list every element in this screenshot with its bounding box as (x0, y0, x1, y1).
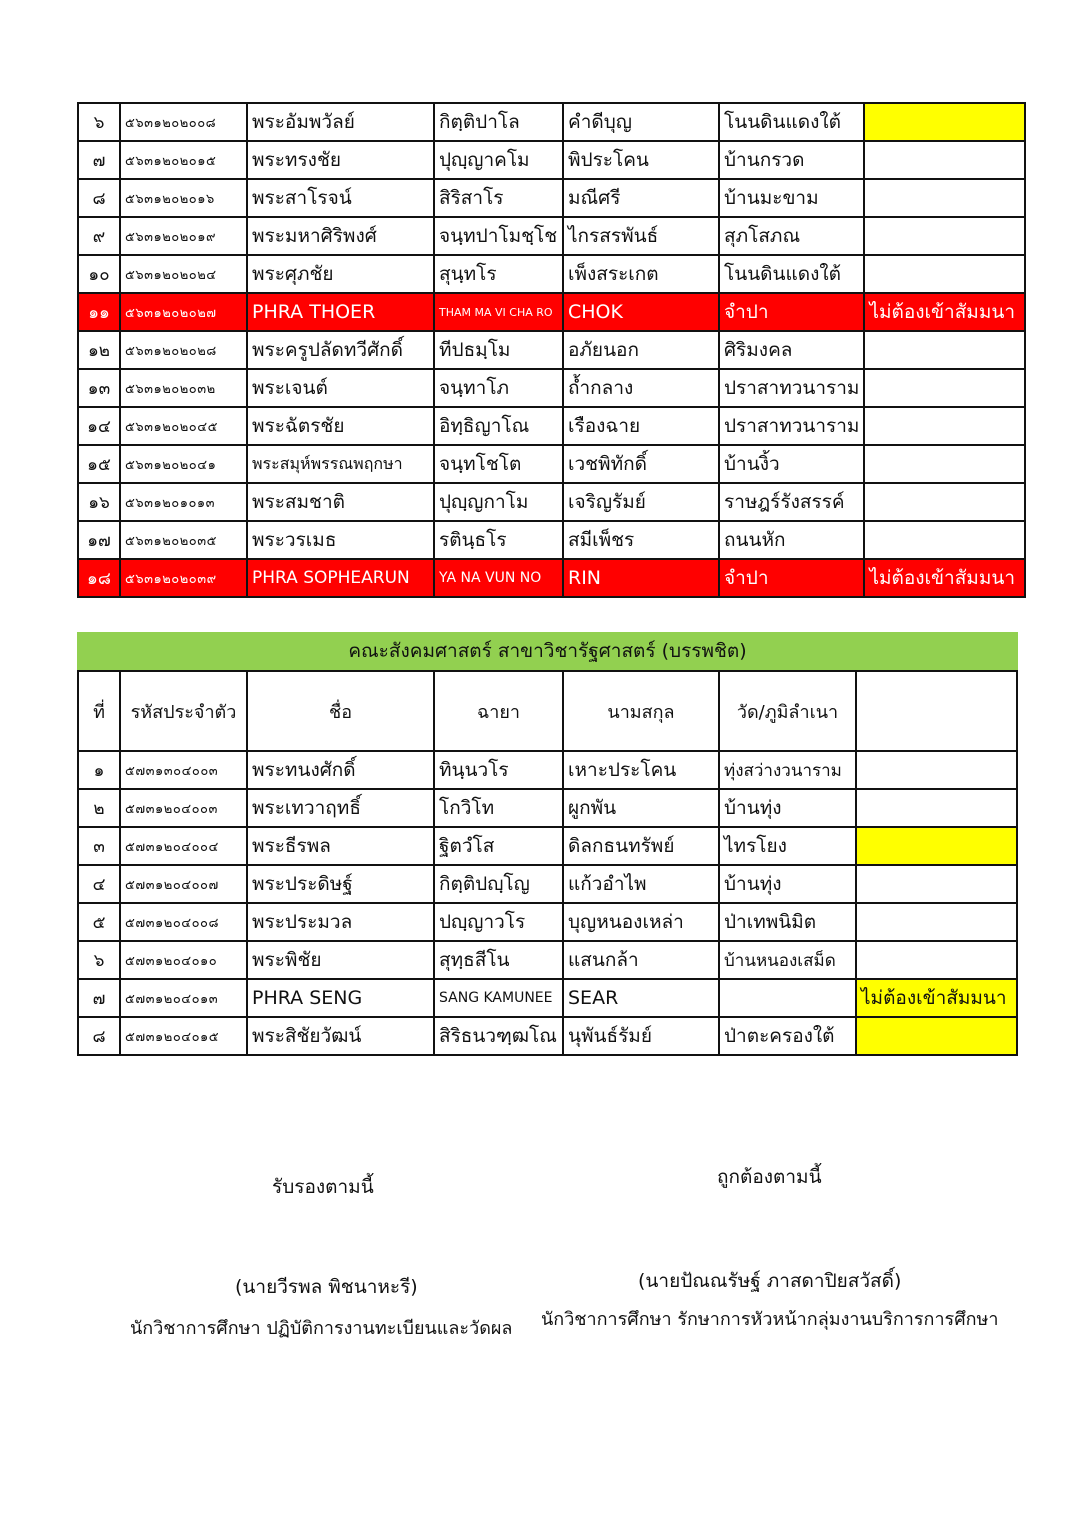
monastic-name: YA NA VUN NO (434, 559, 563, 597)
surname: เวชพิทักดิ์ (563, 445, 719, 483)
row-number: ๒ (78, 789, 120, 827)
name: พระพิชัย (247, 941, 434, 979)
student-id: ๕๗๓๑๒๐๔๐๐๘ (120, 903, 247, 941)
student-id: ๕๖๓๑๒๐๒๐๔๕ (120, 407, 247, 445)
student-id: ๕๗๓๑๒๐๔๐๑๓ (120, 979, 247, 1017)
student-id: ๕๖๓๑๒๐๒๐๑๕ (120, 141, 247, 179)
temple: ไทรโยง (719, 827, 856, 865)
surname: อภัยนอก (563, 331, 719, 369)
header-id: รหัสประจำตัว (120, 671, 247, 751)
temple: บ้านทุ่ง (719, 789, 856, 827)
monastic-name: สิริธนวฑฺฒโณ (434, 1017, 563, 1055)
name: พระสมชาติ (247, 483, 434, 521)
student-id: ๕๗๓๑๒๐๔๐๑๐ (120, 941, 247, 979)
student-id: ๕๖๓๑๒๐๒๐๑๖ (120, 179, 247, 217)
row-number: ๘ (78, 1017, 120, 1055)
note (856, 903, 1017, 941)
note (864, 521, 1025, 559)
note: ไม่ต้องเข้าสัมมนา (864, 559, 1025, 597)
left-signer-position: นักวิชาการศึกษา ปฏิบัติการงานทะเบียนและวัดผล (130, 1318, 513, 1339)
note (864, 483, 1025, 521)
name: พระสาโรจน์ (247, 179, 434, 217)
note (856, 827, 1017, 865)
table-row (78, 217, 1025, 255)
table-row (78, 369, 1025, 407)
surname: เหาะประโคน (563, 751, 719, 789)
monastic-name: สุนฺทโร (434, 255, 563, 293)
name: พระเจนต์ (247, 369, 434, 407)
monastic-name: ฐิตวํโส (434, 827, 563, 865)
monastic-name: ปุญฺญาคโม (434, 141, 563, 179)
monastic-name: สิริสาโร (434, 179, 563, 217)
temple: บ้านหนองเสม็ด (719, 941, 856, 979)
note (864, 217, 1025, 255)
table-row (78, 789, 1017, 827)
table-row (78, 179, 1025, 217)
temple: จำปา (719, 559, 864, 597)
table-row (78, 903, 1017, 941)
header-name: ชื่อ (247, 671, 434, 751)
table-row (78, 255, 1025, 293)
surname: เรืองฉาย (563, 407, 719, 445)
monastic-name: โกวิโท (434, 789, 563, 827)
note: ไม่ต้องเข้าสัมมนา (864, 293, 1025, 331)
temple: ทุ่งสว่างวนาราม (719, 751, 856, 789)
name: พระเทวาฤทธิ์ (247, 789, 434, 827)
student-id: ๕๗๓๑๒๐๔๐๐๓ (120, 789, 247, 827)
monastic-name: อิทฺธิญาโณ (434, 407, 563, 445)
note (856, 751, 1017, 789)
name: PHRA SOPHEARUN (247, 559, 434, 597)
monastic-name: กิตฺติปาโล (434, 103, 563, 141)
row-number: ๙ (78, 217, 120, 255)
temple: ปราสาทวนาราม (719, 407, 864, 445)
note (864, 369, 1025, 407)
table-row (78, 331, 1025, 369)
student-id: ๕๖๓๑๒๐๑๐๑๓ (120, 483, 247, 521)
temple: จำปา (719, 293, 864, 331)
surname: บุญหนองเหล่า (563, 903, 719, 941)
row-number: ๑ (78, 751, 120, 789)
table-row (78, 407, 1025, 445)
row-number: ๗ (78, 979, 120, 1017)
name: PHRA SENG (247, 979, 434, 1017)
temple: ป่าเทพนิมิต (719, 903, 856, 941)
surname: RIN (563, 559, 719, 597)
students-table-1 (77, 102, 1026, 598)
surname: พิประโคน (563, 141, 719, 179)
surname: นุพันธ์รัมย์ (563, 1017, 719, 1055)
student-id: ๕๖๓๑๒๐๒๐๐๘ (120, 103, 247, 141)
monastic-name: จนฺทาโภ (434, 369, 563, 407)
temple: บ้านงิ้ว (719, 445, 864, 483)
name: พระวรเมธ (247, 521, 434, 559)
right-signer-position: นักวิชาการศึกษา รักษาการหัวหน้ากลุ่มงานบริการการศึกษา (541, 1309, 999, 1330)
name: PHRA THOER (247, 293, 434, 331)
right-signature-caption: ถูกต้องตามนี้ (717, 1166, 822, 1188)
section-band: คณะสังคมศาสตร์ สาขาวิชารัฐศาสตร์ (บรรพชิต) (77, 632, 1018, 670)
table-row (78, 865, 1017, 903)
table-row (78, 827, 1017, 865)
temple: ถนนหัก (719, 521, 864, 559)
name: พระทนงศักดิ์ (247, 751, 434, 789)
left-signer-name: (นายวีรพล พิชนาหะรี) (235, 1276, 418, 1298)
student-id: ๕๖๓๑๒๐๒๐๒๗ (120, 293, 247, 331)
row-number: ๕ (78, 903, 120, 941)
row-number: ๓ (78, 827, 120, 865)
left-signature-caption: รับรองตามนี้ (272, 1176, 374, 1198)
surname: แสนกล้า (563, 941, 719, 979)
monastic-name: สุทฺธสีโน (434, 941, 563, 979)
header-monastic-name: ฉายา (434, 671, 563, 751)
table-row (78, 979, 1017, 1017)
header-temple: วัด/ภูมิลำเนา (719, 671, 856, 751)
temple: บ้านทุ่ง (719, 865, 856, 903)
note (864, 407, 1025, 445)
temple: สุภโสภณ (719, 217, 864, 255)
student-id: ๕๗๓๑๓๐๔๐๐๓ (120, 751, 247, 789)
row-number: ๘ (78, 179, 120, 217)
name: พระธีรพล (247, 827, 434, 865)
name: พระทรงชัย (247, 141, 434, 179)
row-number: ๑๑ (78, 293, 120, 331)
row-number: ๗ (78, 141, 120, 179)
note (856, 865, 1017, 903)
name: พระฉัตรชัย (247, 407, 434, 445)
student-id: ๕๖๓๑๒๐๒๐๒๘ (120, 331, 247, 369)
monastic-name: ทีปธมฺโม (434, 331, 563, 369)
monastic-name: SANG KAMUNEE (434, 979, 563, 1017)
temple: ป่าตะครองใต้ (719, 1017, 856, 1055)
student-id: ๕๗๓๑๒๐๔๐๑๕ (120, 1017, 247, 1055)
table-row (78, 521, 1025, 559)
row-number: ๑๗ (78, 521, 120, 559)
surname: SEAR (563, 979, 719, 1017)
note (864, 331, 1025, 369)
monastic-name: จนฺทโชโต (434, 445, 563, 483)
name: พระครูปลัดทวีศักดิ์ (247, 331, 434, 369)
monastic-name: ปญฺญาวโร (434, 903, 563, 941)
row-number: ๑๐ (78, 255, 120, 293)
surname: คำดีบุญ (563, 103, 719, 141)
header-note (856, 671, 1017, 751)
table-row (78, 293, 1025, 331)
note (864, 103, 1025, 141)
surname: CHOK (563, 293, 719, 331)
temple: บ้านกรวด (719, 141, 864, 179)
student-id: ๕๖๓๑๒๐๒๐๓๒ (120, 369, 247, 407)
table-row (78, 559, 1025, 597)
student-id: ๕๖๓๑๒๐๒๐๓๙ (120, 559, 247, 597)
name: พระสมุห์พรรณพฤกษา (247, 445, 434, 483)
name: พระสิชัยวัฒน์ (247, 1017, 434, 1055)
row-number: ๔ (78, 865, 120, 903)
note (856, 789, 1017, 827)
header-surname: นามสกุล (563, 671, 719, 751)
right-signer-name: (นายปัณณรัษฐ์ ภาสดาปิยสวัสดิ์) (638, 1270, 902, 1292)
table-row (78, 483, 1025, 521)
surname: ถ้ำกลาง (563, 369, 719, 407)
temple: ปราสาทวนาราม (719, 369, 864, 407)
temple (719, 979, 856, 1017)
surname: ไกรสรพันธ์ (563, 217, 719, 255)
student-id: ๕๗๓๑๒๐๔๐๐๗ (120, 865, 247, 903)
row-number: ๑๖ (78, 483, 120, 521)
name: พระประดิษฐ์ (247, 865, 434, 903)
table-row (78, 941, 1017, 979)
student-id: ๕๖๓๑๒๐๒๐๒๔ (120, 255, 247, 293)
surname: สมีเพ็ชร (563, 521, 719, 559)
table-row (78, 751, 1017, 789)
monastic-name: กิตฺติปญฺโญ (434, 865, 563, 903)
row-number: ๑๓ (78, 369, 120, 407)
note (856, 941, 1017, 979)
note (864, 445, 1025, 483)
temple: บ้านมะขาม (719, 179, 864, 217)
name: พระอัมพวัลย์ (247, 103, 434, 141)
temple: ศิริมงคล (719, 331, 864, 369)
name: พระศุภชัย (247, 255, 434, 293)
row-number: ๑๔ (78, 407, 120, 445)
monastic-name: จนฺทปาโมชฺโช (434, 217, 563, 255)
row-number: ๑๘ (78, 559, 120, 597)
students-table-2 (77, 670, 1018, 1056)
name: พระมหาศิริพงศ์ (247, 217, 434, 255)
monastic-name: THAM MA VI CHA RO (434, 293, 563, 331)
student-id: ๕๖๓๑๒๐๒๐๑๙ (120, 217, 247, 255)
table-row (78, 1017, 1017, 1055)
table-row (78, 103, 1025, 141)
monastic-name: ปุญฺญกาโม (434, 483, 563, 521)
surname: เจริญรัมย์ (563, 483, 719, 521)
note (864, 255, 1025, 293)
row-number: ๑๕ (78, 445, 120, 483)
surname: ดิลกธนทรัพย์ (563, 827, 719, 865)
note (864, 141, 1025, 179)
table-row (78, 445, 1025, 483)
student-id: ๕๗๓๑๒๐๔๐๐๔ (120, 827, 247, 865)
header-number: ที่ (78, 671, 120, 751)
monastic-name: ทินฺนวโร (434, 751, 563, 789)
surname: มณีศรี (563, 179, 719, 217)
note (856, 1017, 1017, 1055)
surname: แก้วอำไพ (563, 865, 719, 903)
student-id: ๕๖๓๑๒๐๒๐๔๑ (120, 445, 247, 483)
table-row (78, 141, 1025, 179)
temple: โนนดินแดงใต้ (719, 255, 864, 293)
monastic-name: รตินฺธโร (434, 521, 563, 559)
name: พระประมวล (247, 903, 434, 941)
temple: ราษฎร์รังสรรค์ (719, 483, 864, 521)
surname: เพ็งสระเกต (563, 255, 719, 293)
table-header-row (78, 671, 1017, 751)
note: ไม่ต้องเข้าสัมมนา (856, 979, 1017, 1017)
row-number: ๖ (78, 103, 120, 141)
surname: ผูกพัน (563, 789, 719, 827)
temple: โนนดินแดงใต้ (719, 103, 864, 141)
row-number: ๖ (78, 941, 120, 979)
note (864, 179, 1025, 217)
row-number: ๑๒ (78, 331, 120, 369)
student-id: ๕๖๓๑๒๐๒๐๓๕ (120, 521, 247, 559)
